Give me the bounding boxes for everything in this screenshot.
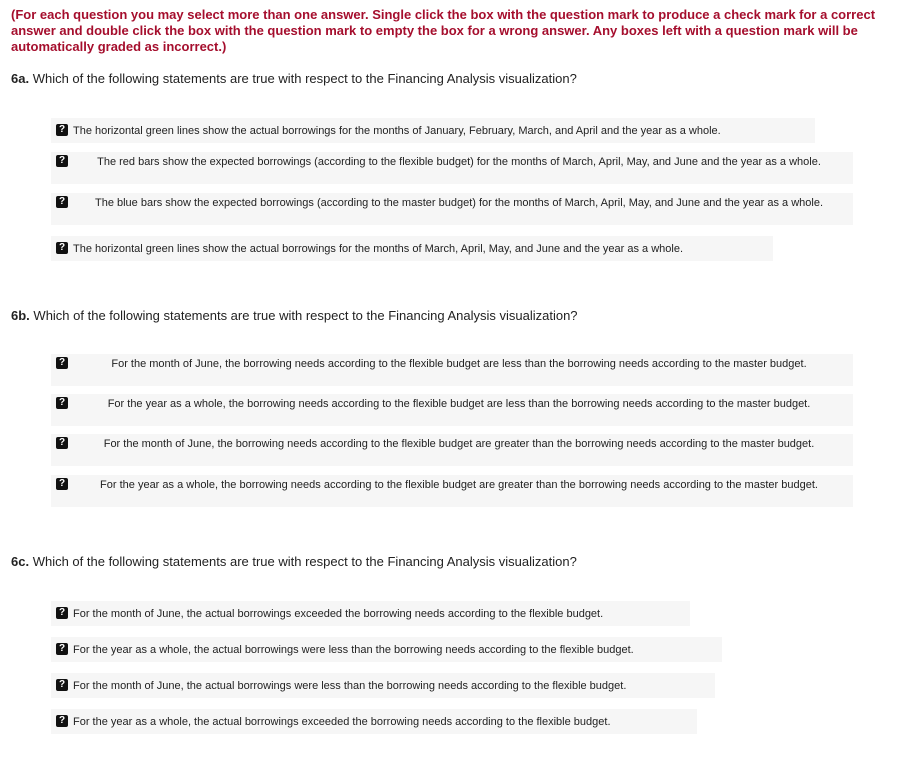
question-number: 6a. bbox=[11, 71, 30, 86]
question-mark-checkbox[interactable]: ? bbox=[56, 679, 68, 691]
option-text: The red bars show the expected borrowings (according to the flexible budget) for the months of March, April, May, and June and the year as a whole. bbox=[97, 156, 821, 168]
question-mark-checkbox[interactable]: ? bbox=[56, 242, 68, 254]
answer-option[interactable] bbox=[51, 637, 722, 662]
option-text: The blue bars show the expected borrowings (according to the master budget) for the months of March, April, May, and June and the year as a whole. bbox=[94, 197, 824, 209]
question-number: 6b. bbox=[11, 308, 30, 323]
question-text: Which of the following statements are true with respect to the Financing Analysis visualization? bbox=[32, 71, 577, 86]
option-text: For the year as a whole, the borrowing needs according to the flexible budget are greater than the borrowing needs according to the master budget. bbox=[100, 479, 818, 491]
option-text: For the month of June, the actual borrowings exceeded the borrowing needs according to the flexible budget. bbox=[73, 608, 604, 620]
option-text: For the month of June, the borrowing needs according to the flexible budget are greater than the borrowing needs according to the master budget. bbox=[103, 438, 815, 450]
answer-option[interactable] bbox=[51, 354, 853, 386]
question-mark-checkbox[interactable]: ? bbox=[56, 155, 68, 167]
answer-option[interactable] bbox=[51, 152, 853, 184]
answer-option[interactable] bbox=[51, 434, 853, 466]
question-mark-checkbox[interactable]: ? bbox=[56, 715, 68, 727]
instructions: (For each question you may select more than one answer. Single click the box with the question mark to produce a check mark for a correct answer and double click the box with the question mark to empty the box for a wrong answer. Any boxes left with a question mark will be automatically graded as incorrect.) bbox=[11, 7, 876, 54]
question-6c bbox=[11, 554, 577, 570]
option-text: For the year as a whole, the borrowing needs according to the flexible budget are less than the borrowing needs according to the master budget. bbox=[107, 398, 811, 410]
option-text: For the year as a whole, the actual borrowings exceeded the borrowing needs according to the flexible budget. bbox=[73, 716, 611, 728]
question-mark-checkbox[interactable]: ? bbox=[56, 643, 68, 655]
answer-option[interactable] bbox=[51, 394, 853, 426]
question-mark-checkbox[interactable]: ? bbox=[56, 437, 68, 449]
answer-option[interactable] bbox=[51, 236, 773, 261]
answer-option[interactable] bbox=[51, 193, 853, 225]
question-mark-checkbox[interactable]: ? bbox=[56, 607, 68, 619]
answer-option[interactable] bbox=[51, 118, 815, 143]
question-mark-checkbox[interactable]: ? bbox=[56, 478, 68, 490]
answer-option[interactable] bbox=[51, 673, 715, 698]
option-text: The horizontal green lines show the actual borrowings for the months of March, April, May, and June and the year as a whole. bbox=[73, 243, 684, 255]
question-mark-checkbox[interactable]: ? bbox=[56, 397, 68, 409]
question-mark-checkbox[interactable]: ? bbox=[56, 124, 68, 136]
answer-option[interactable] bbox=[51, 601, 690, 626]
option-text: For the month of June, the borrowing needs according to the flexible budget are less than the borrowing needs according to the master budget. bbox=[111, 358, 807, 370]
option-text: For the year as a whole, the actual borrowings were less than the borrowing needs according to the flexible budget. bbox=[73, 644, 634, 656]
question-6a bbox=[11, 71, 577, 87]
option-text: For the month of June, the actual borrowings were less than the borrowing needs according to the flexible budget. bbox=[73, 680, 627, 692]
answer-option[interactable] bbox=[51, 709, 697, 734]
answer-option[interactable] bbox=[51, 475, 853, 507]
option-text: The horizontal green lines show the actual borrowings for the months of January, February, March, and April and the year as a whole. bbox=[73, 125, 721, 137]
question-text: Which of the following statements are true with respect to the Financing Analysis visualization? bbox=[33, 308, 578, 323]
question-mark-checkbox[interactable]: ? bbox=[56, 196, 68, 208]
question-text: Which of the following statements are true with respect to the Financing Analysis visualization? bbox=[32, 554, 577, 569]
question-6b bbox=[11, 308, 578, 324]
question-mark-checkbox[interactable]: ? bbox=[56, 357, 68, 369]
question-number: 6c. bbox=[11, 554, 30, 569]
